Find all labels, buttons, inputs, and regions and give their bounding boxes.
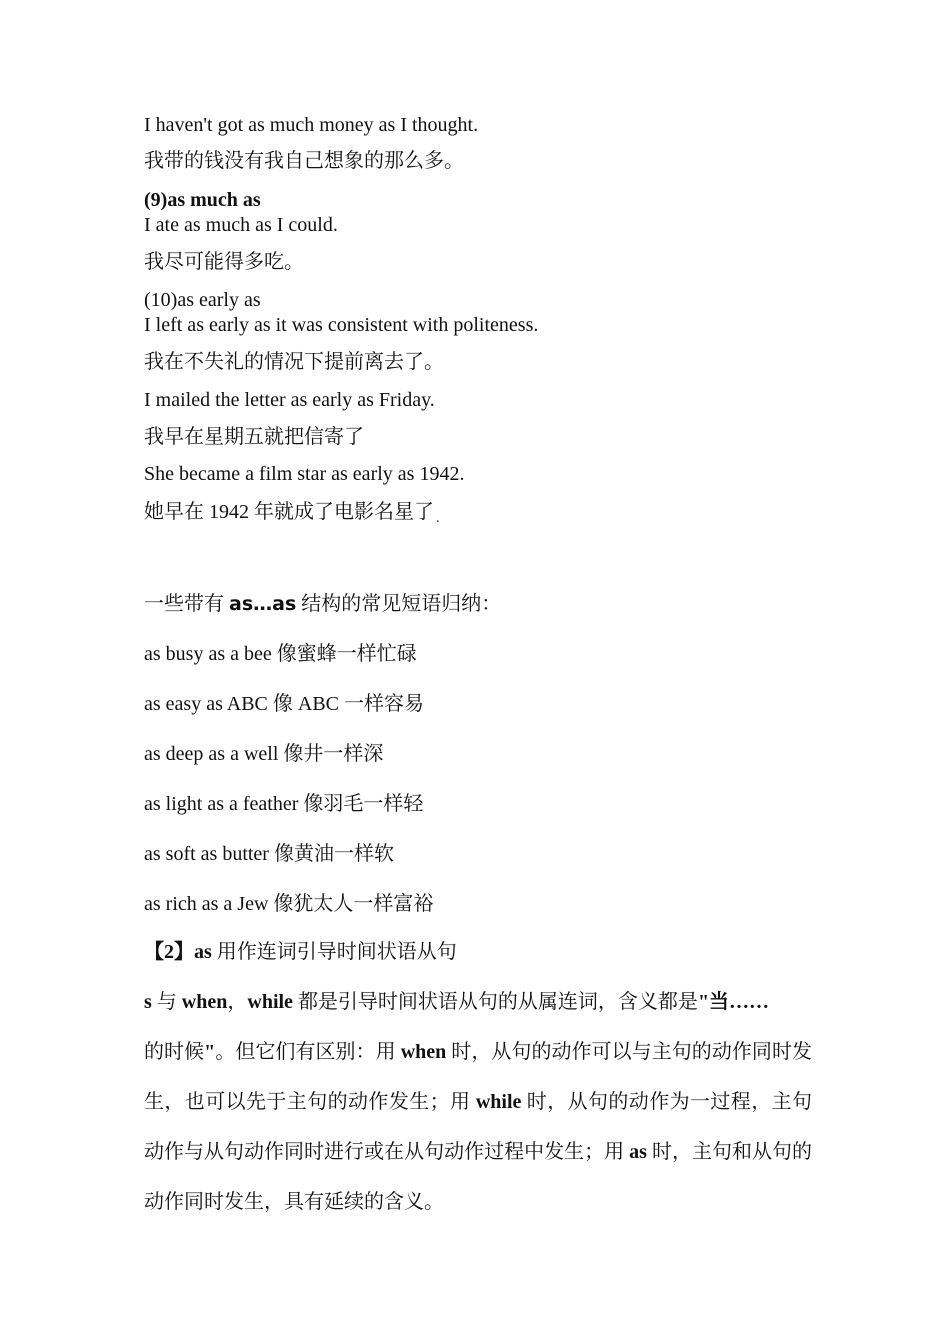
example-sentence-en: She became a film star as early as 1942. <box>144 463 465 485</box>
para-seg: 时，从句的动作为一过程，主句动作与从句动作同时进行或在从句动作过程中发生；用 <box>144 1091 813 1163</box>
para-seg: 时，从句的动作可以与主句的动作同时发生，也可以先于主句的动作发生；用 <box>144 1041 813 1113</box>
example-sentence-en: I ate as much as I could. <box>144 214 338 236</box>
example-translation-cn: 我在不失礼的情况下提前离去了。 <box>144 351 444 373</box>
phrase-item: as soft as butter 像黄油一样软 <box>144 843 394 865</box>
trailing-dot: . <box>436 511 440 526</box>
para-seg: ， <box>227 991 248 1013</box>
para-keyword-while: while <box>475 1091 522 1113</box>
para-seg: 与 <box>151 991 182 1013</box>
phrases-heading-pre: 一些带有 <box>144 593 229 615</box>
subheading-as-much-as: (9)as much as <box>144 189 261 211</box>
section-number: 【2】 <box>144 941 194 963</box>
example-sentence-en: I left as early as it was consistent with politeness. <box>144 314 539 336</box>
phrase-item: as deep as a well 像井一样深 <box>144 743 384 765</box>
section-title-text: 用作连词引导时间状语从句 <box>211 941 457 963</box>
para-keyword-as: as <box>629 1141 647 1163</box>
example-translation-cn <box>144 499 440 528</box>
para-seg: " <box>204 1041 216 1063</box>
section-keyword: as <box>194 941 212 963</box>
example-translation-cn: 我尽可能得多吃。 <box>144 251 304 273</box>
phrase-item: as easy as ABC 像 ABC 一样容易 <box>144 693 424 715</box>
para-seg: 都是引导时间状语从句的从属连词，含义都是 <box>292 991 698 1013</box>
para-seg: s <box>144 991 152 1013</box>
phrases-heading-post: 结构的常见短语归纳： <box>296 593 502 615</box>
example-sentence-en: I mailed the letter as early as Friday. <box>144 389 435 411</box>
example-sentence-en: I haven't got as much money as I thought. <box>144 114 479 136</box>
explanation-paragraph <box>144 977 812 1227</box>
phrase-item: as light as a feather 像羽毛一样轻 <box>144 793 424 815</box>
translation-text: 她早在 1942 年就成了电影名星了 <box>144 501 434 523</box>
phrase-item: as busy as a bee 像蜜蜂一样忙碌 <box>144 643 417 665</box>
para-seg: 时，主句和从句的动作同时发生，具有延续的含义。 <box>144 1141 813 1213</box>
para-seg: "当…… <box>697 991 770 1013</box>
example-translation-cn: 我带的钱没有我自己想象的那么多。 <box>144 150 464 172</box>
subheading-as-early-as: (10)as early as <box>144 289 261 311</box>
para-keyword-when: when <box>400 1041 447 1063</box>
para-seg: 的时候 <box>144 1041 205 1063</box>
section-2-heading <box>144 939 457 965</box>
phrases-heading <box>144 591 501 617</box>
para-keyword-while: while <box>247 991 293 1013</box>
para-keyword-when: when <box>181 991 228 1013</box>
phrases-heading-bold: as…as <box>229 593 297 615</box>
example-translation-cn: 我早在星期五就把信寄了 <box>144 426 364 448</box>
phrase-item: as rich as a Jew 像犹太人一样富裕 <box>144 893 434 915</box>
para-seg: 。但它们有区别：用 <box>215 1041 401 1063</box>
